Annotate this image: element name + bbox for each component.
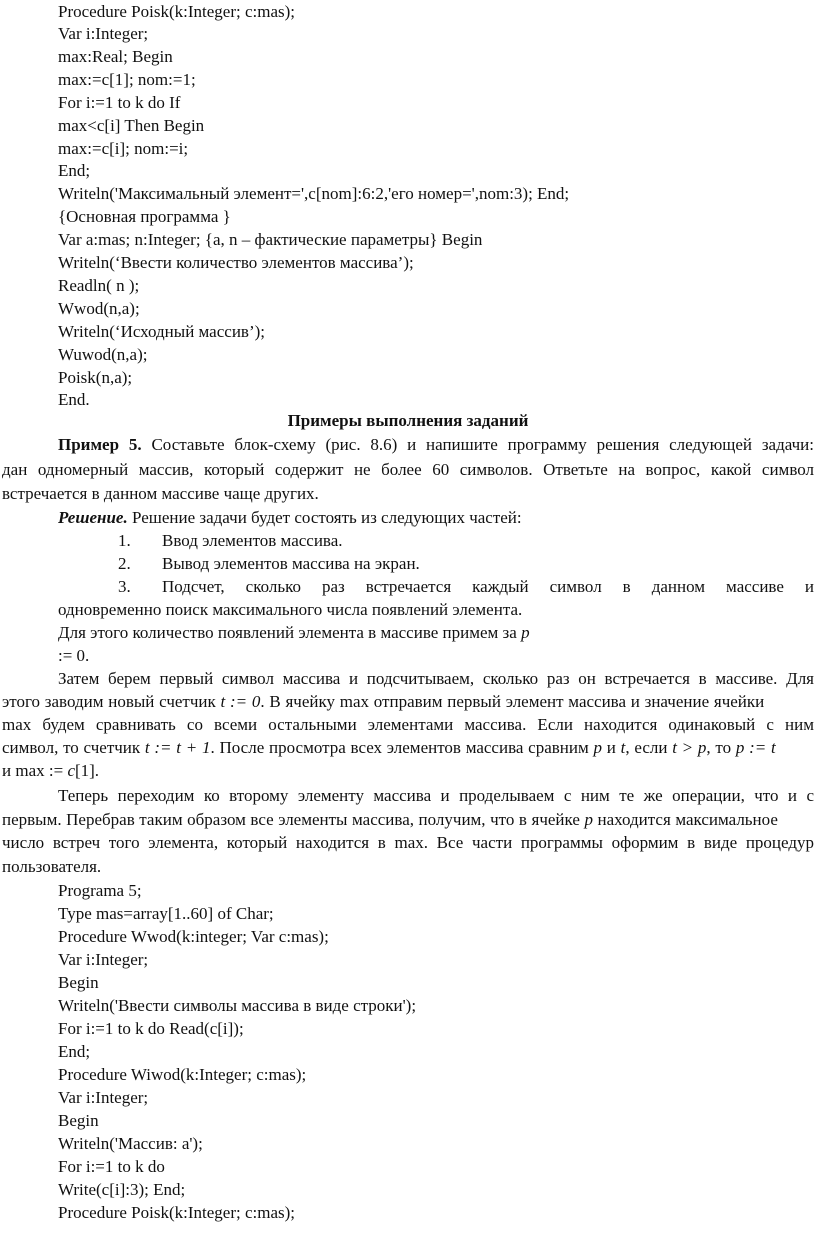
code-line: End. xyxy=(58,390,90,409)
code-line: Var i:Integer; xyxy=(58,1088,149,1107)
formula: t xyxy=(620,738,626,757)
code-line: max:Real; Begin xyxy=(58,47,173,66)
text-span: . После просмотра всех элементов массива сравним xyxy=(210,738,589,757)
code-line: Begin xyxy=(58,973,99,992)
code-line: Writeln(‘Исходный массив’); xyxy=(58,322,265,341)
code-line: For i:=1 to k do xyxy=(58,1157,165,1176)
paragraph-line: пользователя. xyxy=(2,857,102,876)
list-continuation: одновременно поиск максимального числа появлений элемента. xyxy=(58,600,523,619)
formula: p xyxy=(593,738,602,757)
formula: t > p xyxy=(672,738,707,757)
text-line xyxy=(58,622,530,644)
paragraph-line: Затем берем первый символ массива и подсчитываем, сколько раз он встречается в массиве. Для xyxy=(58,669,814,688)
text-span: этого заводим новый счетчик xyxy=(2,692,216,711)
list-text: Ввод элементов массива. xyxy=(162,531,343,550)
text-span: и max := xyxy=(2,761,64,780)
text-span: . В ячейку max отправим первый элемент массива и значение ячейки xyxy=(260,692,765,711)
formula: p := t xyxy=(735,738,776,757)
solution-text: Решение задачи будет состоять из следующих частей: xyxy=(131,508,522,527)
code-line: Writeln('Массив: a'); xyxy=(58,1134,203,1153)
formula: t := 0 xyxy=(220,692,261,711)
text-span: и xyxy=(606,738,616,757)
code-line: Readln( n ); xyxy=(58,276,140,295)
list-number: 2. xyxy=(118,554,131,573)
code-line: max<c[i] Then Begin xyxy=(58,116,205,135)
list-item xyxy=(118,576,814,598)
text-line: := 0. xyxy=(58,646,90,665)
code-line: Write(c[i]:3); End; xyxy=(58,1180,186,1199)
text-span: [1]. xyxy=(74,761,100,780)
example-text: Составьте блок-схему (рис. 8.6) и напишите программу решения следующей задачи: xyxy=(151,435,814,454)
solution-line xyxy=(58,507,522,529)
code-line: Procedure Wiwod(k:Integer; c:mas); xyxy=(58,1065,307,1084)
paragraph-line xyxy=(2,691,764,713)
code-line: Type mas=array[1..60] of Char; xyxy=(58,904,274,923)
code-line: Writeln(‘Ввести количество элементов массива’); xyxy=(58,253,414,272)
paragraph-line xyxy=(2,809,778,831)
code-line: For i:=1 to k do Read(c[i]); xyxy=(58,1019,244,1038)
code-line: End; xyxy=(58,161,91,180)
code-line: {Основная программа } xyxy=(58,207,231,226)
list-text: Вывод элементов массива на экран. xyxy=(162,554,420,573)
code-line: End; xyxy=(58,1042,91,1061)
code-line: max:=c[i]; nom:=i; xyxy=(58,139,189,158)
paragraph-line xyxy=(2,760,99,782)
code-line: Var i:Integer; xyxy=(58,950,149,969)
list-item xyxy=(118,530,343,552)
code-line: Wwod(n,a); xyxy=(58,299,140,318)
text-span: находится максимальное xyxy=(597,810,778,829)
example-line xyxy=(58,434,814,456)
list-text: Подсчет, сколько раз встречается каждый символ в данном массиве и xyxy=(162,577,814,596)
code-line: For i:=1 to k do If xyxy=(58,93,181,112)
code-line: max:=c[1]; nom:=1; xyxy=(58,70,196,89)
solution-label: Решение. xyxy=(58,508,128,527)
variable-p: p xyxy=(521,623,530,642)
code-line: Begin xyxy=(58,1111,99,1130)
code-line: Var a:mas; n:Integer; {a, n – фактические параметры} Begin xyxy=(58,230,483,249)
text-span: первым. Перебрав таким образом все элементы массива, получим, что в ячейке xyxy=(2,810,580,829)
text-span: , если xyxy=(625,738,668,757)
paragraph-line xyxy=(2,737,776,759)
code-line: Procedure Poisk(k:Integer; c:mas); xyxy=(58,1203,295,1222)
example-line: встречается в данном массиве чаще других. xyxy=(2,484,319,503)
code-line: Poisk(n,a); xyxy=(58,368,133,387)
example-label: Пример 5. xyxy=(58,435,142,454)
text-span: , то xyxy=(706,738,732,757)
paragraph-line: число встреч того элемента, который находится в max. Все части программы оформим в виде процедур xyxy=(2,833,814,852)
count-text: Для этого количество появлений элемента в массиве примем за xyxy=(58,623,517,642)
paragraph-line: Теперь переходим ко второму элементу массива и проделываем с ним те же операции, что и с xyxy=(58,786,814,805)
section-heading: Примеры выполнения заданий xyxy=(287,411,529,430)
code-line: Writeln('Ввести символы массива в виде строки'); xyxy=(58,996,417,1015)
code-line: Wuwod(n,a); xyxy=(58,345,148,364)
formula: p xyxy=(584,810,593,829)
code-line: Programa 5; xyxy=(58,881,142,900)
formula: t := t + 1 xyxy=(144,738,211,757)
paragraph-line: max будем сравнивать со всеми остальными элементами массива. Если находится одинаковый с ним xyxy=(2,715,814,734)
list-number: 3. xyxy=(118,577,131,596)
list-item xyxy=(118,553,420,575)
code-line: Procedure Poisk(k:Integer; c:mas); xyxy=(58,2,295,21)
code-line: Var i:Integer; xyxy=(58,24,149,43)
code-line: Procedure Wwod(k:integer; Var c:mas); xyxy=(58,927,329,946)
code-line: Writeln('Максимальный элемент=',c[nom]:6:2,'его номер=',nom:3); End; xyxy=(58,184,570,203)
text-span: символ, то счетчик xyxy=(2,738,141,757)
list-number: 1. xyxy=(118,531,131,550)
example-line: дан одномерный массив, который содержит не более 60 символов. Ответьте на вопрос, какой символ xyxy=(2,460,814,479)
formula: c xyxy=(67,761,75,780)
